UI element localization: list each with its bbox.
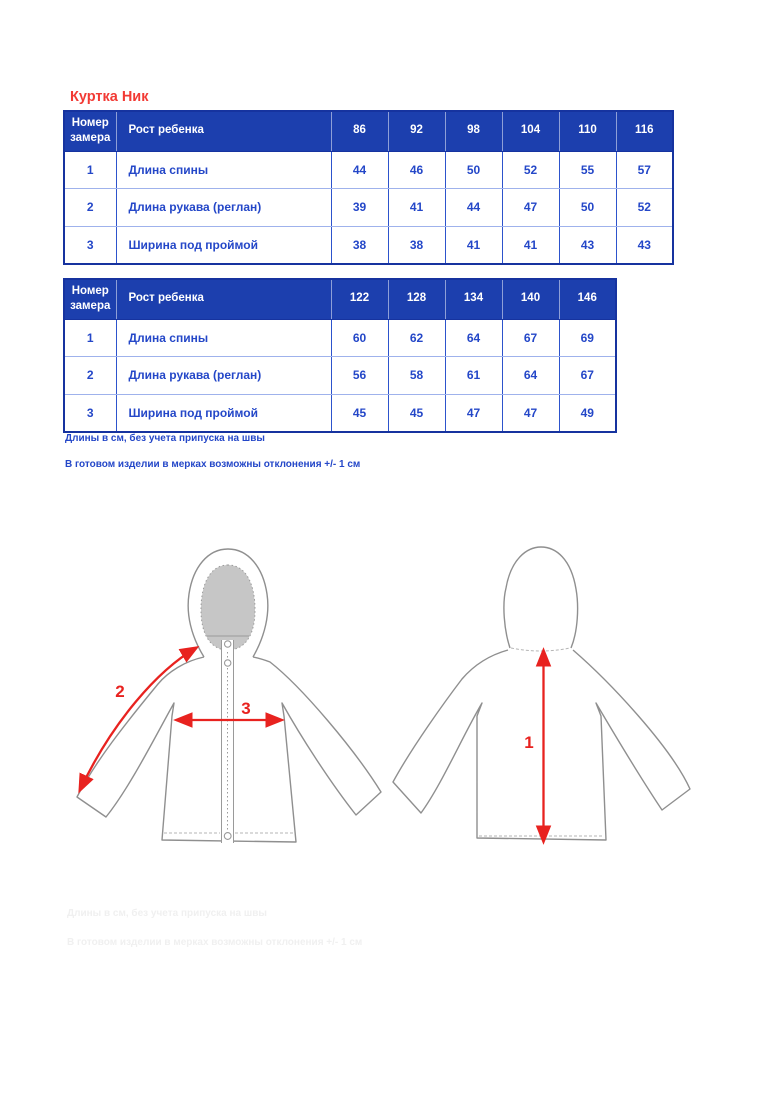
measure-value: 44 — [445, 189, 502, 227]
table-row — [64, 319, 616, 357]
measure-value: 52 — [616, 189, 673, 227]
measure-number: 3 — [64, 394, 116, 432]
table-row — [64, 394, 616, 432]
measure-value: 49 — [580, 405, 594, 420]
jacket-back-view — [393, 547, 690, 840]
size-table-86-116 — [63, 110, 674, 265]
back-body-outline — [393, 650, 690, 840]
col-header-size: 86 — [331, 111, 388, 151]
measure-value: 43 — [637, 237, 651, 252]
col-header-size: 140 — [502, 279, 559, 319]
col-header-size: 134 — [445, 279, 502, 319]
measure-value: 62 — [388, 319, 445, 357]
col-header-size: 116 — [616, 111, 673, 151]
measure-value: 56 — [331, 357, 388, 395]
back-hood-outline — [504, 547, 578, 648]
col-header-child-height: Рост ребенка — [116, 279, 331, 319]
measure-value: 57 — [616, 151, 673, 189]
col-header-size: 128 — [388, 279, 445, 319]
measure-number: 1 — [64, 319, 116, 357]
table-header-row — [64, 111, 673, 151]
measure-value: 38 — [331, 226, 388, 264]
snap-button — [225, 660, 231, 666]
measure-value: 43 — [559, 226, 616, 264]
measure-value: 47 — [502, 394, 559, 432]
table-row — [64, 357, 616, 395]
col-header-measure-number: Номер замера — [64, 279, 116, 319]
table-row — [64, 151, 673, 189]
col-header-size: 122 — [331, 279, 388, 319]
measure-value: 41 — [388, 189, 445, 227]
measure-value: 50 — [559, 189, 616, 227]
col-header-measure-number: Номер замера — [64, 111, 116, 151]
measure-value: 46 — [388, 151, 445, 189]
measure-label: Длина рукава (реглан) — [116, 357, 331, 395]
measure-value: 69 — [559, 319, 616, 357]
measure-label: Ширина под проймой — [116, 226, 331, 264]
measure-value: 52 — [502, 151, 559, 189]
measure-number: 2 — [64, 357, 116, 395]
measure-value: 39 — [331, 189, 388, 227]
measure-value: 67 — [502, 319, 559, 357]
measure-value: 50 — [445, 151, 502, 189]
col-header-size: 98 — [445, 111, 502, 151]
table-row — [64, 226, 673, 264]
hood-lining — [201, 565, 255, 650]
measure-label: Длина рукава (реглан) — [116, 189, 331, 227]
col-header-size: 92 — [388, 111, 445, 151]
measure-number: 1 — [64, 151, 116, 189]
table-row — [64, 189, 673, 227]
measure-value: 38 — [388, 226, 445, 264]
jacket-measurement-diagram — [50, 532, 712, 867]
snap-button — [225, 641, 231, 647]
ghost-note-tolerance: В готовом изделии в мерках возможны отклонения +/- 1 см — [67, 937, 363, 948]
measure-value: 41 — [445, 226, 502, 264]
measure-label: Длина спины — [116, 151, 331, 189]
measure-value: 41 — [502, 226, 559, 264]
snap-button — [224, 833, 231, 840]
measure-label: Ширина под проймой — [116, 394, 331, 432]
measure-label-sleeve-length: 2 — [115, 682, 125, 701]
note-units: Длины в см, без учета припуска на швы — [65, 433, 265, 444]
measure-value: 64 — [502, 357, 559, 395]
measure-value: 44 — [331, 151, 388, 189]
measure-label: Длина спины — [116, 319, 331, 357]
ghost-note-units: Длины в см, без учета припуска на швы — [67, 908, 267, 919]
measure-value: 67 — [559, 357, 616, 395]
measure-label-width: 3 — [241, 699, 251, 718]
measure-value: 55 — [559, 151, 616, 189]
measure-number: 3 — [64, 226, 116, 264]
measure-value: 45 — [331, 394, 388, 432]
measure-value: 47 — [502, 189, 559, 227]
col-header-size: 146 — [559, 279, 616, 319]
table-header-row — [64, 279, 616, 319]
measure-value: 58 — [388, 357, 445, 395]
measure-value: 45 — [388, 394, 445, 432]
col-header-size: 104 — [502, 111, 559, 151]
note-tolerance: В готовом изделии в мерках возможны отклонения +/- 1 см — [65, 459, 361, 470]
size-table-122-146 — [63, 278, 617, 433]
measure-number: 2 — [64, 189, 116, 227]
col-header-size: 110 — [559, 111, 616, 151]
measure-value: 61 — [445, 357, 502, 395]
page-title: Куртка Ник — [70, 89, 149, 105]
measure-value: 60 — [331, 319, 388, 357]
measure-value: 64 — [445, 319, 502, 357]
measure-label-back-length: 1 — [524, 733, 534, 752]
col-header-child-height: Рост ребенка — [116, 111, 331, 151]
measure-value: 47 — [445, 394, 502, 432]
